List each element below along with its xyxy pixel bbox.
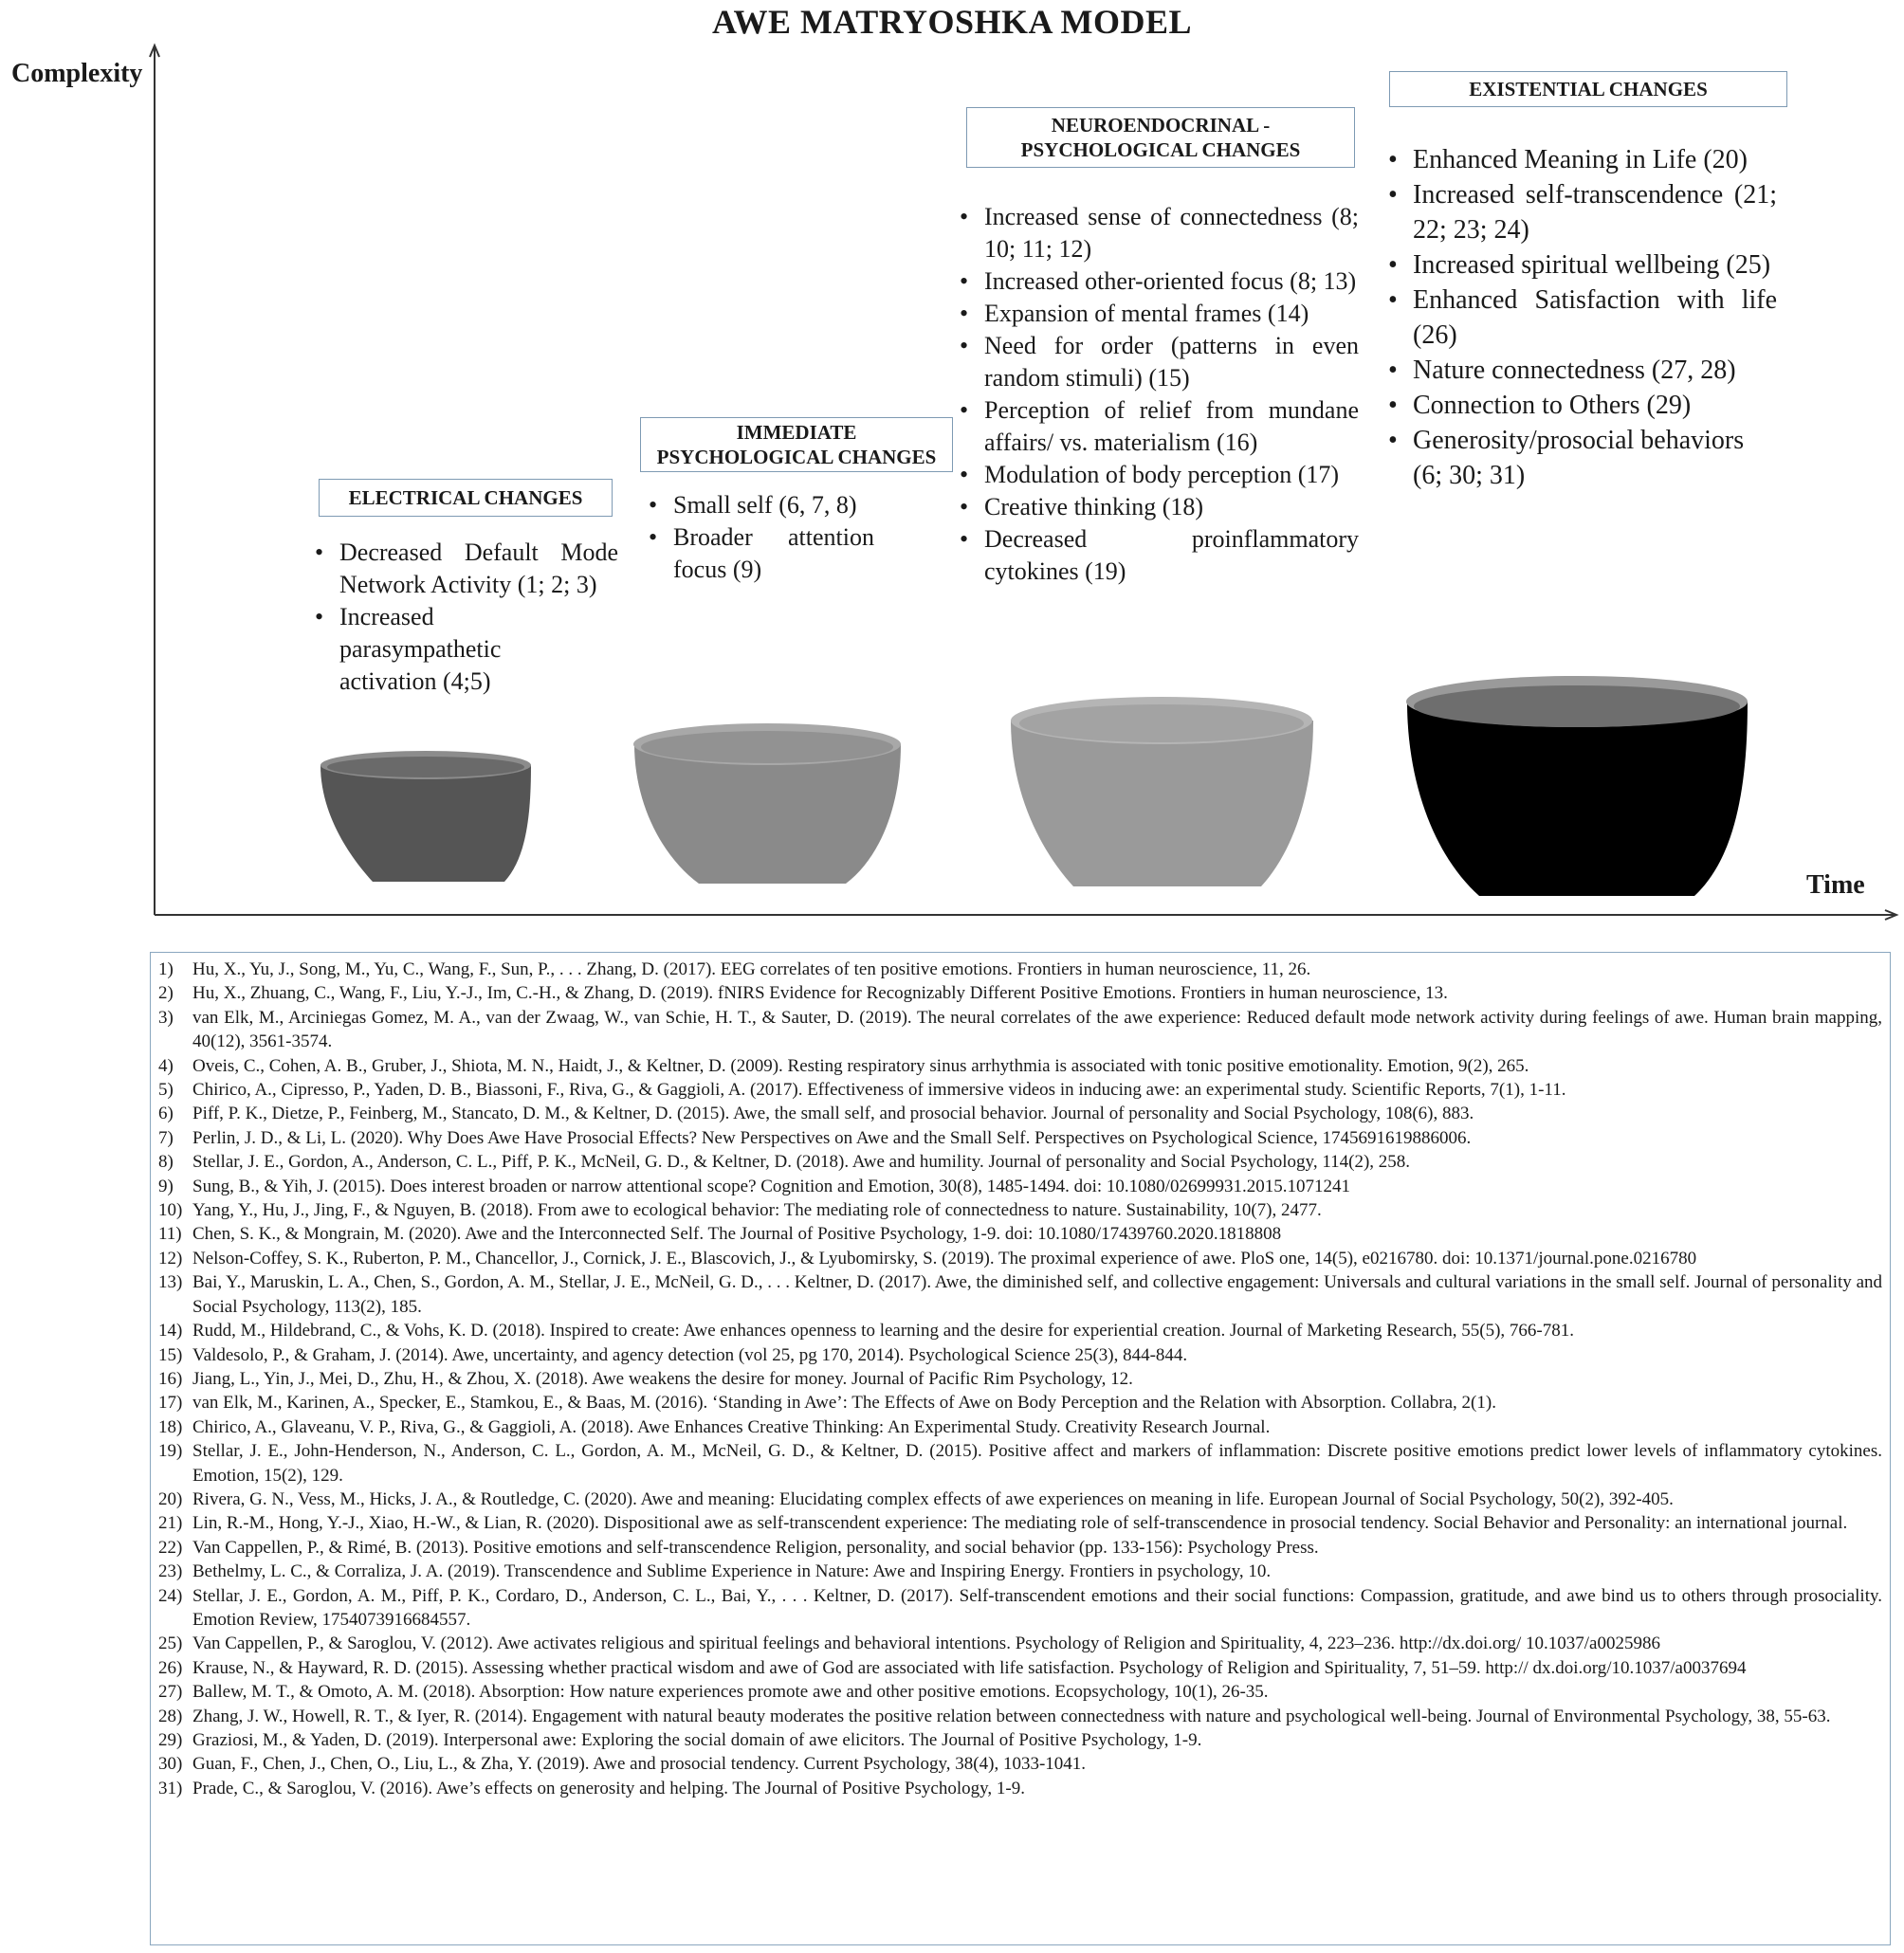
reference-item: 3) van Elk, M., Arciniegas Gomez, M. A., van der Zwaag, W., van Schie, H. T., & Sauter, D. (2019). The neural correlates of the awe experience: Reduced default mode network activity during feelings of awe. Human brain mapping, 40(12), 3561-3574. — [158, 1007, 1882, 1052]
stage-title-immediate: IMMEDIATE PSYCHOLOGICAL CHANGES — [640, 417, 953, 472]
stage-item: • Small self (6, 7, 8) — [647, 489, 874, 521]
bowl-electrical — [320, 751, 531, 882]
reference-item: 28) Zhang, J. W., Howell, R. T., & Iyer, R. (2014). Engagement with natural beauty moderates the positive relation between connectedness with nature and psychological well-being. Journal of Environmental Psychology, 38, 55-63. — [158, 1706, 1831, 1726]
reference-item: 22) Van Cappellen, P., & Rimé, B. (2013). Positive emotions and self-transcendence Religion, personality, and social behavior (pp. 133-156): Psychology Press. — [158, 1537, 1319, 1558]
stage-item: • Enhanced Meaning in Life (20) — [1386, 142, 1777, 177]
reference-item: 13) Bai, Y., Maruskin, L. A., Chen, S., Gordon, A. M., Stellar, J. E., McNeil, G. D., . . . Keltner, D. (2017). Awe, the diminished self, and collective engagement: Universals and cultural variations in the small self. Journal of personality and Social Psychology, 113(2), 185. — [158, 1272, 1882, 1317]
stage-list-neuroendocrinal — [958, 201, 1359, 588]
stage-item: • Decreased Default Mode Network Activity (1; 2; 3) — [313, 537, 618, 601]
reference-item: 6) Piff, P. K., Dietze, P., Feinberg, M., Stancato, D. M., & Keltner, D. (2015). Awe, the small self, and prosocial behavior. Journal of personality and Social Psychology, 108(6), 883. — [158, 1104, 1474, 1124]
stage-item: • Decreased proinflammatory cytokines (19) — [958, 523, 1359, 588]
reference-item: 1) Hu, X., Yu, J., Song, M., Yu, C., Wang, F., Sun, P., . . . Zhang, D. (2017). EEG correlates of ten positive emotions. Frontiers in human neuroscience, 11, 26. — [158, 959, 1311, 979]
reference-item: 20) Rivera, G. N., Vess, M., Hicks, J. A., & Routledge, C. (2020). Awe and meaning: Elucidating complex effects of awe experiences on meaning in life. European Journal of Social Psychology, 50(2), 392-405. — [158, 1488, 1674, 1509]
stage-list-immediate — [647, 489, 874, 586]
stage-title-existential: EXISTENTIAL CHANGES — [1389, 71, 1787, 107]
reference-item: 15) Valdesolo, P., & Graham, J. (2014). Awe, uncertainty, and agency detection (vol 25, pg 170, 2014). Psychological Science 25(3), 844-844. — [158, 1344, 1188, 1365]
y-axis-label: Complexity — [11, 59, 143, 88]
stage-item: • Increased self-transcendence (21; 22; 23; 24) — [1386, 177, 1777, 247]
stage-item: • Need for order (patterns in even random stimuli) (15) — [958, 330, 1359, 394]
reference-item: 10) Yang, Y., Hu, J., Jing, F., & Nguyen, B. (2018). From awe to ecological behavior: The mediating role of connectedness to nature. Sustainability, 10(7), 2477. — [158, 1200, 1322, 1221]
reference-item: 4) Oveis, C., Cohen, A. B., Gruber, J., Shiota, M. N., Haidt, J., & Keltner, D. (2009). Resting respiratory sinus arrhythmia is associated with tonic positive emotionality. Emotion, 9(2), 265. — [158, 1055, 1529, 1076]
bowl-neuroendocrinal — [1011, 697, 1313, 886]
reference-item: 23) Bethelmy, L. C., & Corraliza, J. A. (2019). Transcendence and Sublime Experience in Nature: Awe and Inspiring Energy. Frontiers in psychology, 10. — [158, 1561, 1272, 1582]
stage-list-existential — [1386, 142, 1777, 493]
stage-item: • Connection to Others (29) — [1386, 388, 1777, 423]
stage-item: • Enhanced Satisfaction with life (26) — [1386, 283, 1777, 353]
reference-item: 29) Graziosi, M., & Yaden, D. (2019). Interpersonal awe: Exploring the social domain of awe elicitors. The Journal of Positive Psychology, 1-9. — [158, 1730, 1202, 1750]
reference-item: 25) Van Cappellen, P., & Saroglou, V. (2012). Awe activates religious and spiritual feelings and behavioral intentions. Psychology of Religion and Spirituality, 4, 223–236. http://dx.doi.org/ 10.1037/a0025986 — [158, 1634, 1660, 1654]
reference-item: 31) Prade, C., & Saroglou, V. (2016). Awe’s effects on generosity and helping. The Journal of Positive Psychology, 1-9. — [158, 1778, 1025, 1798]
reference-item: 21) Lin, R.-M., Hong, Y.-J., Xiao, H.-W., & Lian, R. (2020). Dispositional awe as self-transcendent experience: The mediating role of self-transcendence in prosocial tendency. Social Behavior and Personality: an international journal. — [158, 1513, 1848, 1534]
reference-item: 16) Jiang, L., Yin, J., Mei, D., Zhu, H., & Zhou, X. (2018). Awe weakens the desire for money. Journal of Pacific Rim Psychology, 12. — [158, 1368, 1133, 1389]
reference-item: 17) van Elk, M., Karinen, A., Specker, E., Stamkou, E., & Baas, M. (2016). ‘Standing in Awe’: The Effects of Awe on Body Perception and the Relation with Absorption. Collabra, 2(1). — [158, 1393, 1496, 1414]
stage-item: • Increased sense of connectedness (8; 10; 11; 12) — [958, 201, 1359, 265]
stage-item: • Expansion of mental frames (14) — [958, 298, 1359, 330]
stage-item: • Broader attention focus (9) — [647, 521, 874, 586]
reference-item: 18) Chirico, A., Glaveanu, V. P., Riva, G., & Gaggioli, A. (2018). Awe Enhances Creative Thinking: An Experimental Study. Creativity Research Journal. — [158, 1416, 1271, 1437]
stage-item: • Creative thinking (18) — [958, 491, 1359, 523]
reference-item: 11) Chen, S. K., & Mongrain, M. (2020). Awe and the Interconnected Self. The Journal of Positive Psychology, 1-9. doi: 10.1080/17439760.2020.1818808 — [158, 1224, 1282, 1245]
stage-title-neuroendocrinal: NEUROENDOCRINAL - PSYCHOLOGICAL CHANGES — [966, 107, 1355, 168]
reference-item: 26) Krause, N., & Hayward, R. D. (2015). Assessing whether practical wisdom and awe of God are associated with life satisfaction. Psychology of Religion and Spirituality, 7, 51–59. http:// dx.doi.org/10.1037/a0037694 — [158, 1657, 1747, 1678]
bowl-immediate — [633, 723, 901, 884]
stage-item: • Nature connectedness (27, 28) — [1386, 353, 1777, 388]
x-axis-label: Time — [1806, 870, 1865, 900]
reference-item: 14) Rudd, M., Hildebrand, C., & Vohs, K. D. (2018). Inspired to create: Awe enhances openness to learning and the desire for experiential creation. Journal of Marketing Research, 55(5), 766-781. — [158, 1321, 1574, 1342]
reference-item: 12) Nelson-Coffey, S. K., Ruberton, P. M., Chancellor, J., Cornick, J. E., Blascovich, J., & Lyubomirsky, S. (2019). The proximal experience of awe. PloS one, 14(5), e0216780. doi: 10.1371/journal.pone.0216780 — [158, 1248, 1697, 1269]
reference-item: 19) Stellar, J. E., John-Henderson, N., Anderson, C. L., Gordon, A. M., McNeil, G. D., & Keltner, D. (2015). Positive affect and markers of inflammation: Discrete positive emotions predict lower levels of inflammatory cytokines. Emotion, 15(2), 129. — [158, 1441, 1882, 1486]
reference-item: 24) Stellar, J. E., Gordon, A. M., Piff, P. K., Cordaro, D., Anderson, C. L., Bai, Y., . . . Keltner, D. (2017). Self-transcendent emotions and their social functions: Compassion, gratitude, and awe bind us to others through prosociality. Emotion Review, 1754073916684557. — [158, 1585, 1882, 1630]
stage-item: • Increased other-oriented focus (8; 13) — [958, 265, 1359, 298]
reference-item: 2) Hu, X., Zhuang, C., Wang, F., Liu, Y.-J., Im, C.-H., & Zhang, D. (2019). fNIRS Evidence for Recognizably Different Positive Emotions. Frontiers in human neuroscience, 13. — [158, 983, 1448, 1004]
stage-item: • Generosity/prosocial behaviors (6; 30; 31) — [1386, 423, 1777, 493]
reference-item: 7) Perlin, J. D., & Li, L. (2020). Why Does Awe Have Prosocial Effects? New Perspectives on Awe and the Small Self. Perspectives on Psychological Science, 1745691619886006. — [158, 1127, 1472, 1148]
stage-item: • Modulation of body perception (17) — [958, 459, 1359, 491]
bowl-existential — [1406, 676, 1748, 896]
reference-item: 8) Stellar, J. E., Gordon, A., Anderson, C. L., Piff, P. K., McNeil, G. D., & Keltner, D. (2018). Awe and humility. Journal of personality and Social Psychology, 114(2), 258. — [158, 1152, 1411, 1173]
reference-item: 27) Ballew, M. T., & Omoto, A. M. (2018). Absorption: How nature experiences promote awe and other positive emotions. Ecopsychology, 10(1), 26-35. — [158, 1682, 1269, 1703]
reference-item: 5) Chirico, A., Cipresso, P., Yaden, D. B., Biassoni, F., Riva, G., & Gaggioli, A. (2017). Effectiveness of immersive videos in inducing awe: an experimental study. Scientific Reports, 7(1), 1-11. — [158, 1080, 1566, 1101]
diagram-title: AWE MATRYOSHKA MODEL — [711, 3, 1193, 41]
stage-title-electrical: ELECTRICAL CHANGES — [319, 479, 613, 517]
reference-item: 9) Sung, B., & Yih, J. (2015). Does interest broaden or narrow attentional scope? Cognition and Emotion, 30(8), 1485-1494. doi: 10.1080/02699931.2015.1071241 — [158, 1176, 1350, 1196]
references-box — [150, 952, 1891, 1945]
stage-item: • Increased spiritual wellbeing (25) — [1386, 247, 1777, 283]
stage-list-electrical — [313, 537, 618, 698]
stage-item: • Perception of relief from mundane affairs/ vs. materialism (16) — [958, 394, 1359, 459]
stage-item: • Increased parasympathetic activation (4;5) — [313, 601, 539, 698]
reference-item: 30) Guan, F., Chen, J., Chen, O., Liu, L., & Zha, Y. (2019). Awe and prosocial tendency. Current Psychology, 38(4), 1033-1041. — [158, 1754, 1087, 1775]
